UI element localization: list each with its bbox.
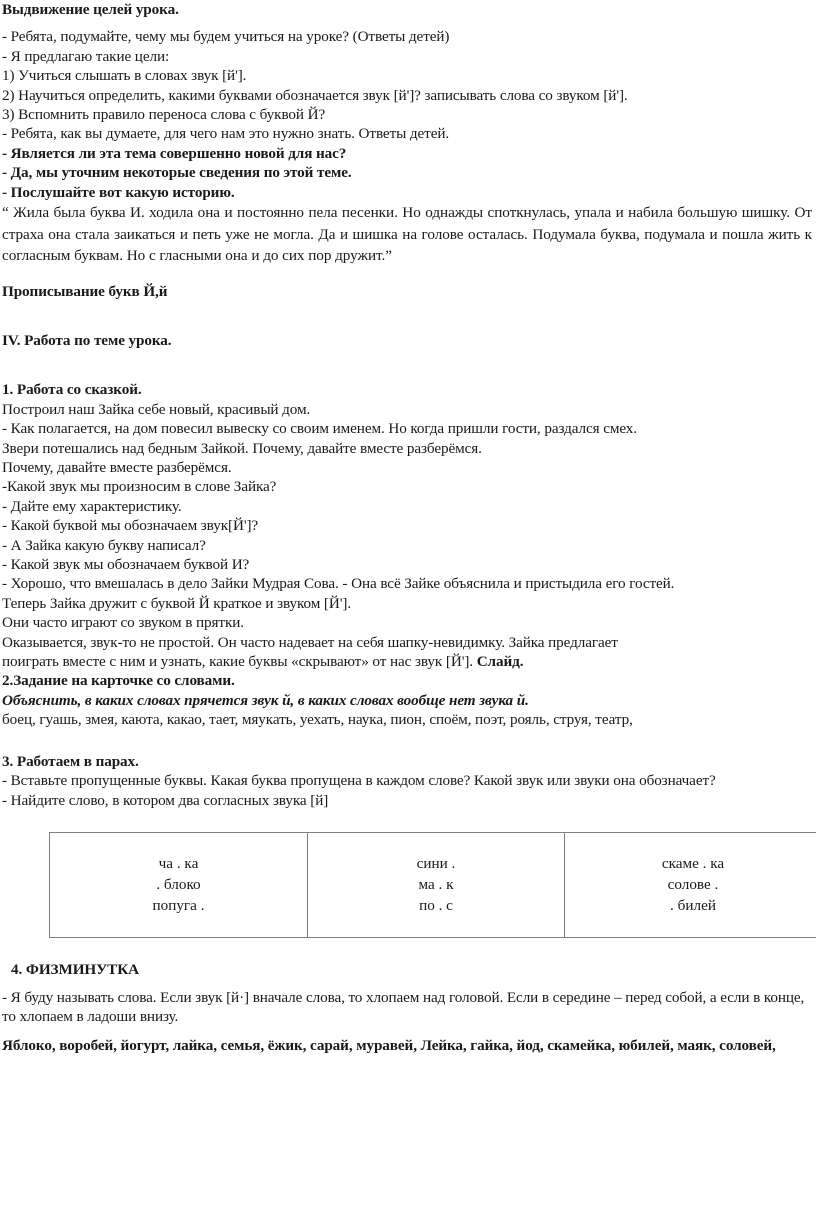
goals-line-2: - Я предлагаю такие цели: — [2, 47, 170, 65]
spacer — [2, 267, 812, 282]
table-cell-column-2[interactable] — [308, 833, 565, 938]
work-line-3: Звери потешались над бедным Зайкой. Почему, давайте вместе разберёмся. — [2, 439, 482, 457]
physical-word-list: Яблоко, воробей, йогурт, лайка, семья, ёжик, сарай, муравей, Лейка, гайка, йод, скамейка, юбилей, маяк, соловей, — [2, 1036, 776, 1054]
physical-heading: 4. ФИЗМИНУТКА — [11, 961, 139, 979]
story-paragraph: “ Жила была буква И. ходила она и постоянно пела песенки. Но однажды споткнулась, упала и набила большую шишку. От страха она стала заикаться и петь уже не могла. Да и шишка на голове осталась. Подумала буква, подумала и пошла жить к согласным буквам. Но с гласными она и до сих пор дружит.” — [2, 204, 812, 265]
slide-line — [2, 652, 812, 671]
cell-line: скаме . ка — [661, 854, 725, 872]
goals-bold-line-2: - Да, мы уточним некоторые сведения по этой теме. — [2, 164, 352, 182]
cell-line: . блоко — [156, 875, 201, 893]
slide-label: Слайд. — [476, 653, 524, 671]
work-line-11: Теперь Зайка дружит с буквой Й краткое и звуком [Й']. — [2, 594, 352, 612]
spacer — [2, 730, 812, 752]
cell-line: сини . — [416, 854, 456, 872]
work-line-4: Почему, давайте вместе разберёмся. — [2, 459, 232, 476]
work-line-8: - А Зайка какую букву написал? — [2, 536, 206, 554]
goals-line-5: 3) Вспомнить правило переноса слова с буквой Й? — [2, 106, 326, 124]
pairs-instruction: - Вставьте пропущенные буквы. Какая буква пропущена в каждом слове? Какой звук или звуки она обозначает? — [2, 772, 716, 790]
spacer — [2, 1027, 812, 1035]
cell-line: ча . ка — [158, 854, 199, 872]
table-row — [50, 833, 816, 938]
work-line-7: - Какой буквой мы обозначаем звук[Й']? — [2, 517, 259, 535]
work-subheading-2: 2.Задание на карточке со словами. — [2, 672, 235, 690]
pairs-find-word: - Найдите слово, в котором два согласных звука [й] — [2, 791, 329, 809]
goals-line-1: - Ребята, подумайте, чему мы будем учиться на уроке? (Ответы детей) — [2, 28, 450, 46]
work-heading: IV. Работа по теме урока. — [2, 331, 172, 349]
work-line-9: - Какой звук мы обозначаем буквой И? — [2, 556, 250, 574]
goals-line-3: 1) Учиться слышать в словах звук [й']. — [2, 67, 247, 85]
work-line-10: - Хорошо, что вмешалась в дело Зайки Мудрая Сова. - Она всё Зайке объяснила и пристыдила его гостей. — [2, 575, 675, 593]
cell-line: солове . — [667, 875, 719, 893]
pairs-subheading-3: 3. Работаем в парах. — [2, 752, 139, 770]
goals-bold-line-1: - Является ли эта тема совершенно новой для нас? — [2, 144, 347, 162]
spacer — [2, 810, 812, 832]
goals-heading: Выдвижение целей урока. — [2, 1, 179, 18]
goals-bold-line-3: - Послушайте вот какую историю. — [2, 183, 235, 201]
work-line-12: Они часто играют со звуком в прятки. — [2, 614, 244, 632]
slide-line-text: поиграть вместе с ним и узнать, какие буквы «скрывают» от нас звук [Й']. — [2, 653, 477, 671]
table-cell-column-3[interactable] — [565, 833, 816, 938]
card-word-list: боец, гуашь, змея, каюта, какао, тает, мяукать, уехать, наука, пион, споём, поэт, рояль, струя, театр, — [2, 711, 633, 729]
cell-line: . билей — [670, 896, 716, 914]
cell-line: ма . к — [418, 875, 454, 893]
cell-line: по . с — [419, 896, 453, 914]
work-line-13: Оказывается, звук-то не простой. Он часто надевает на себя шапку-невидимку. Зайка предлагает — [2, 633, 618, 651]
table-cell-column-1[interactable] — [50, 833, 308, 938]
spacer — [2, 980, 812, 988]
work-line-2: - Как полагается, на дом повесил вывеску со своим именем. Но когда пришли гости, раздался смех. — [2, 420, 637, 438]
work-line-1: Построил наш Зайка себе новый, красивый дом. — [2, 400, 311, 418]
goals-line-6: - Ребята, как вы думаете, для чего нам это нужно знать. Ответы детей. — [2, 125, 450, 143]
spacer — [2, 938, 812, 960]
missing-letters-table — [49, 832, 816, 938]
work-line-6: - Дайте ему характеристику. — [2, 497, 182, 515]
spacer — [2, 301, 812, 331]
spacer — [2, 350, 812, 380]
goals-line-4: 2) Научиться определить, какими буквами обозначается звук [й']? записывать слова со звуком [й']. — [2, 86, 628, 104]
spacer — [2, 19, 812, 27]
physical-instruction: - Я буду называть слова. Если звук [й·] вначале слова, то хлопаем над головой. Если в середине – перед собой, а если в конце, то хлопаем в ладоши внизу. — [2, 988, 805, 1026]
card-task-instruction: Объяснить, в каких словах прячется звук й, в каких словах вообще нет звука й. — [2, 691, 529, 709]
writing-practice-line: Прописывание букв Й,й — [2, 282, 168, 300]
work-subheading-1: 1. Работа со сказкой. — [2, 381, 142, 399]
cell-line: попуга . — [152, 896, 205, 914]
work-line-5: -Какой звук мы произносим в слове Зайка? — [2, 478, 277, 496]
